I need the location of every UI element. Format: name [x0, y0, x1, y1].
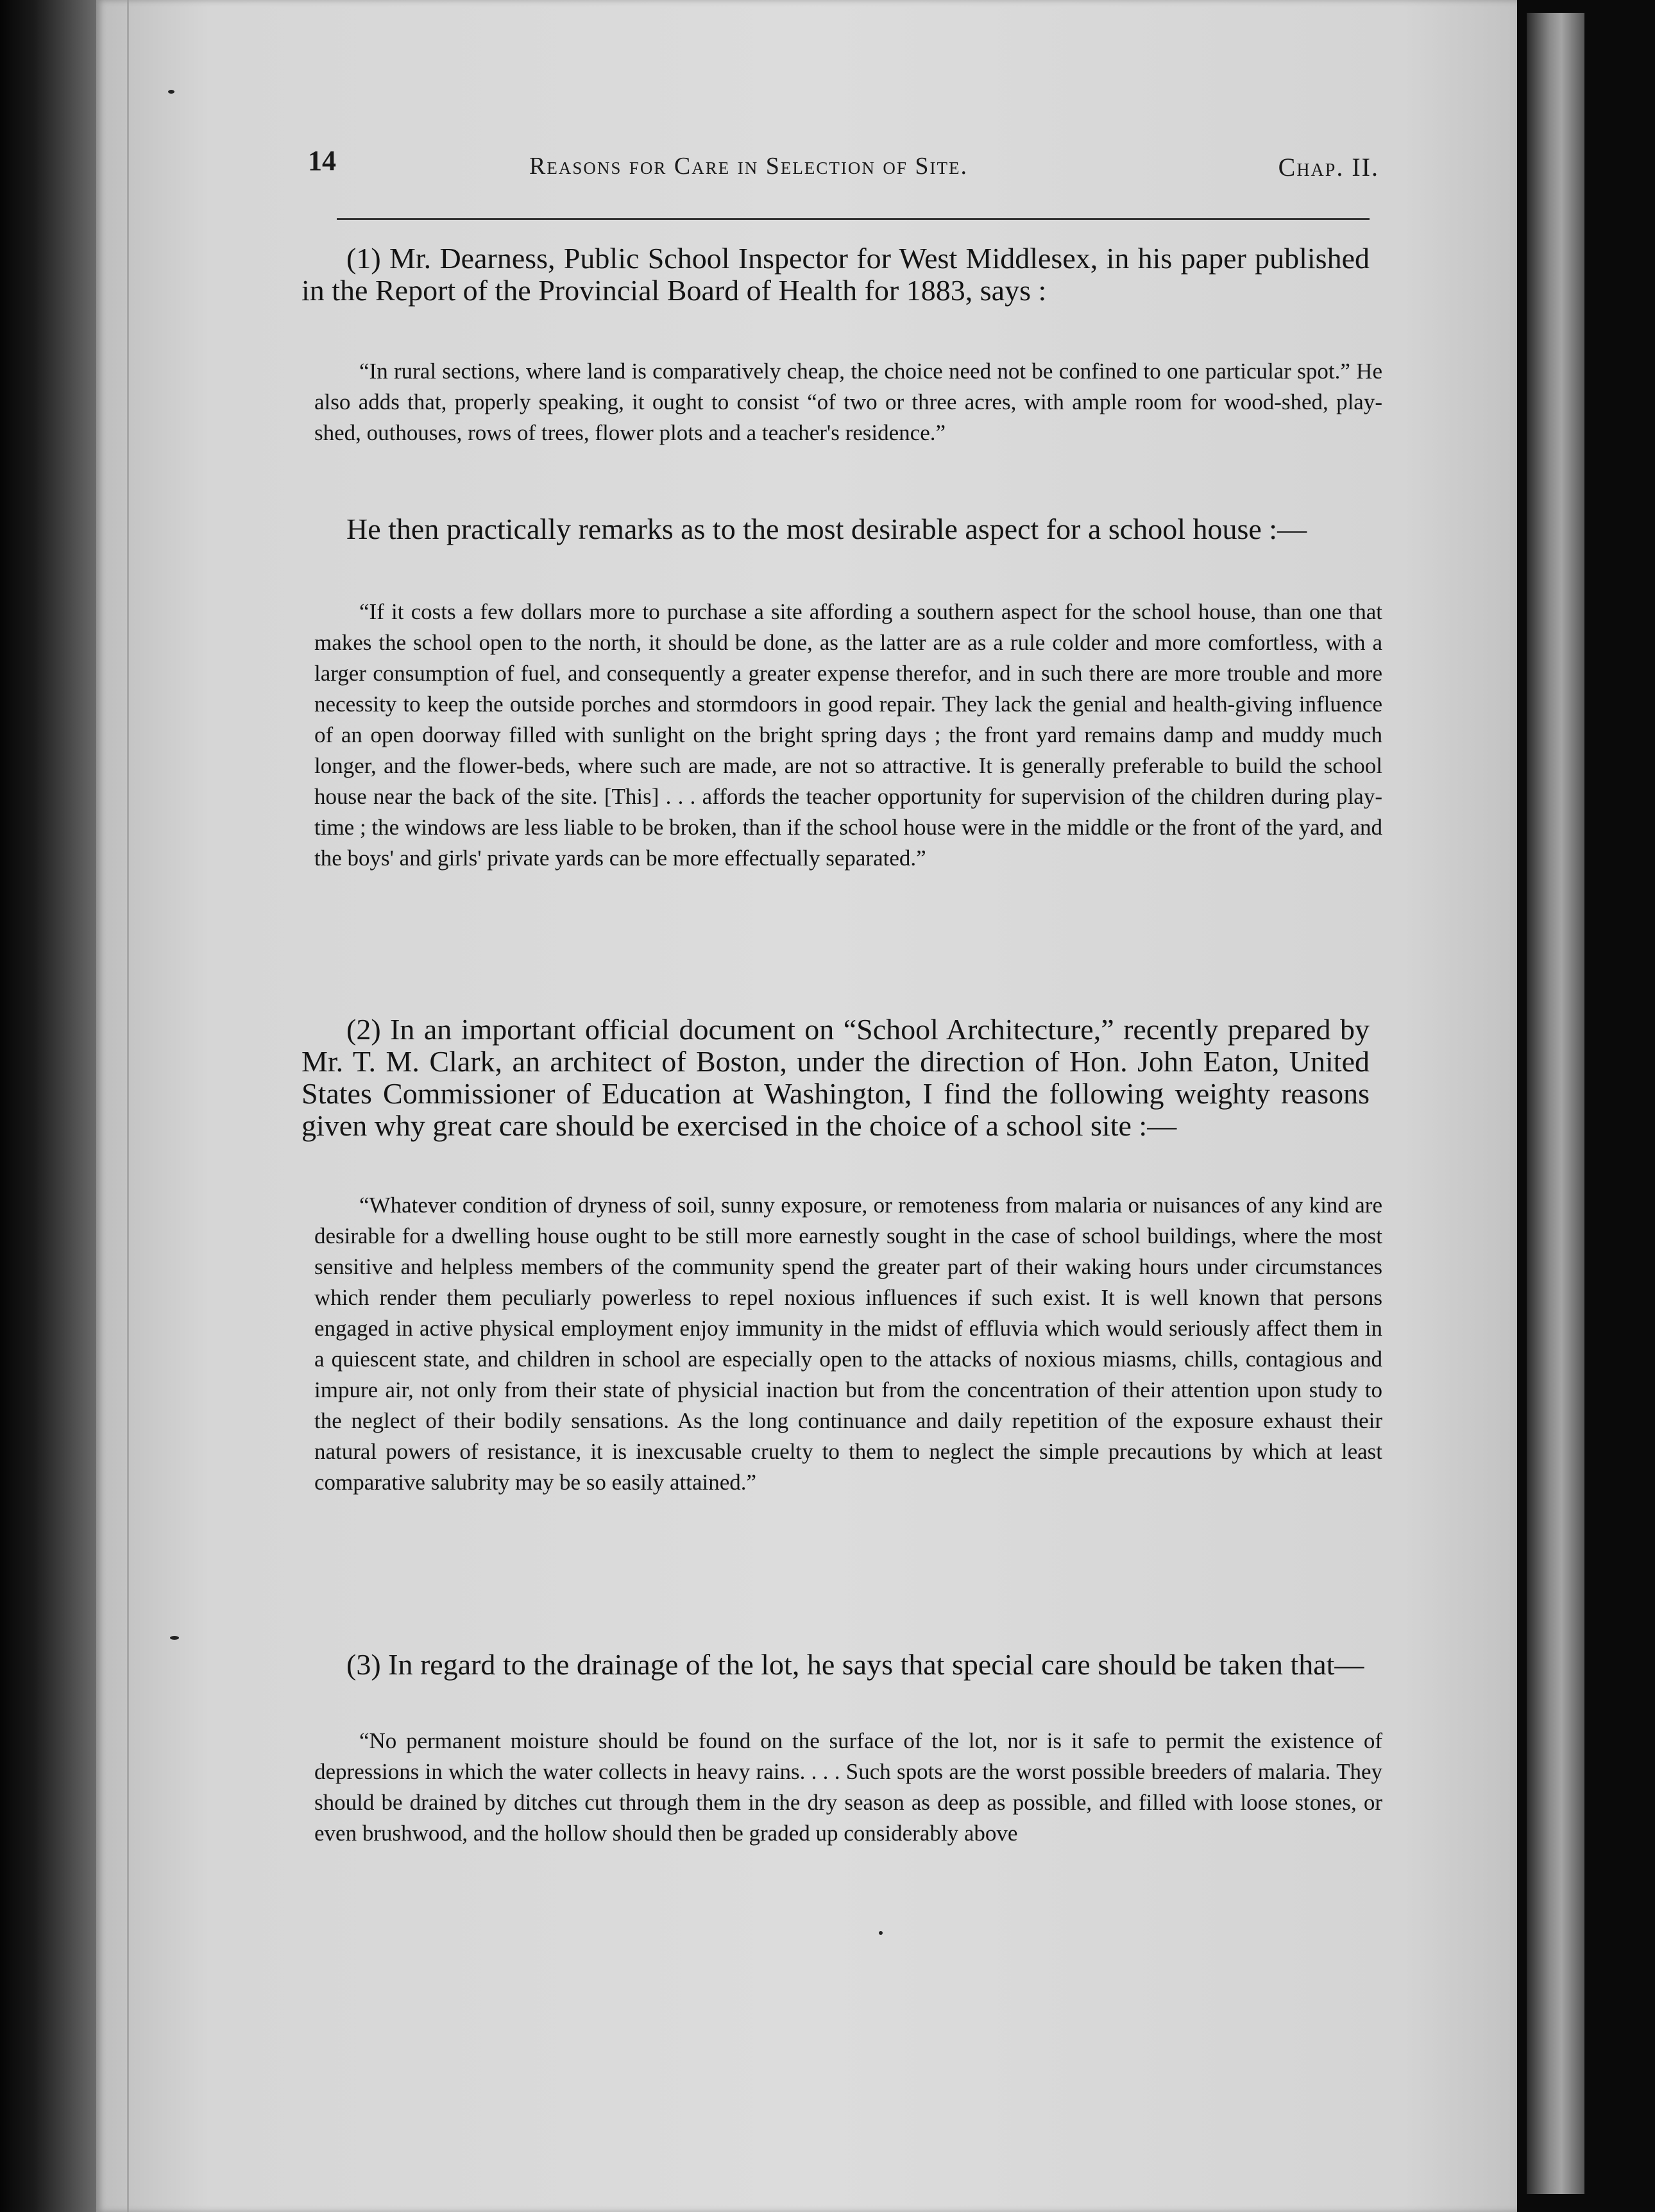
scan-speck [170, 1636, 179, 1640]
running-header [308, 144, 1379, 196]
scan-border-left [0, 0, 96, 2212]
running-title: Reasons for Care in Selection of Site. [529, 153, 968, 180]
paragraph-aspect-intro: He then practically remarks as to the most desirable aspect for a school house :— [346, 513, 1307, 545]
paragraph-2-school-architecture: (2) In an important official document on “School Architecture,” recently prepared by Mr. T. M. Clark, an architect of Boston, under the direction of Hon. John Eaton, United States Commissioner of Education at Washington, I find the following weighty reasons given why great care should be exercised in the choice of a school site :— [301, 1013, 1370, 1142]
next-page-edge [1527, 13, 1584, 2194]
paragraph-1-intro: (1) Mr. Dearness, Public School Inspector for West Middlesex, in his paper published in the Report of the Provincial Board of Health for 1883, says : [301, 242, 1370, 307]
page-number: 14 [308, 145, 336, 176]
header-rule [337, 218, 1370, 220]
quote-2-southern-aspect: “If it costs a few dollars more to purchase a site affording a southern aspect for the school house, than one that makes the school open to the north, it should be done, as the latter are as a rule colder and more comfortless, with a larger consumption of fuel, and consequently a greater expense therefor, and in such there are more trouble and more necessity to keep the outside porches and stormdoors in good repair. They lack the genial and health-giving influence of an open doorway filled with sunlight on the bright spring days ; the front yard remains damp and muddy much longer, and the flower-beds, where such are made, are not so attractive. It is generally preferable to build the school house near the back of the site. [This] . . . affords the teacher opportunity for supervision of the children during play-time ; the windows are less liable to be broken, than if the school house were in the middle or the front of the yard, and the boys' and girls' private yards can be more effectually separated.” [314, 599, 1382, 871]
quote-1-rural-sections: “In rural sections, where land is comparatively cheap, the choice need not be confined to one particular spot.” He also adds that, properly speaking, it ought to consist “of two or three acres, with ample room for wood-shed, play-shed, outhouses, rows of trees, flower plots and a teacher's residence.” [314, 359, 1382, 445]
quote-4-permanent-moisture: “No permanent moisture should be found on the surface of the lot, nor is it safe to permit the existence of depressions in which the water collects in heavy rains. . . . Such spots are the worst possible breeders of malaria. They should be drained by ditches cut through them in the dry season as deep as possible, and filled with loose stones, or even brushwood, and the hollow should then be graded up considerably above [314, 1728, 1382, 1846]
quote-3-dryness-of-soil: “Whatever condition of dryness of soil, sunny exposure, or remoteness from malaria or nuisances of any kind are desirable for a dwelling house ought to be still more earnestly sought in the case of school buildings, where the most sensitive and helpless members of the community spend the greater part of their waking hours under circumstances which render them peculiarly powerless to repel noxious influences if such exist. It is well known that persons engaged in active physical employment enjoy immunity in the midst of effluvia which would seriously affect them in a quiescent state, and children in school are especially open to the attacks of noxious miasms, chills, contagious and impure air, not only from their state of physicial inaction but from the concentration of their attention upon study to the neglect of their bodily sensations. As the long continuance and daily repetition of the exposure exhaust their natural powers of resistance, it is inexcusable cruelty to them to neglect the simple precautions by which at least comparative salubrity may be so easily attained.” [314, 1193, 1382, 1495]
paragraph-3-drainage: (3) In regard to the drainage of the lot, he says that special care should be taken that— [346, 1648, 1364, 1681]
scan-speck [879, 1931, 883, 1935]
chapter-label: Chap. II. [1278, 153, 1379, 182]
page-gutter [127, 0, 129, 2212]
scan-speck [168, 90, 174, 94]
